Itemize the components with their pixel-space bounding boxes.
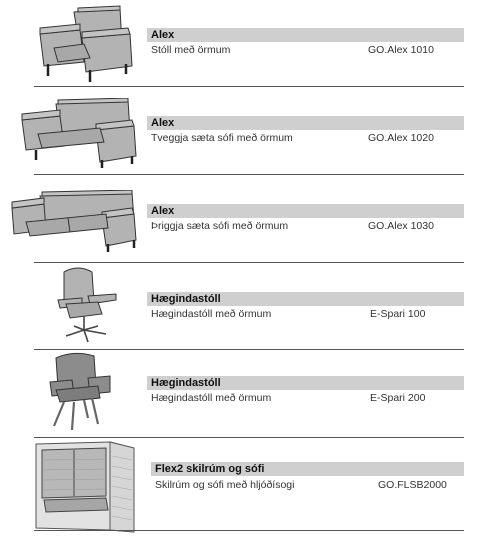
product-row <box>0 176 499 264</box>
divider <box>34 174 464 175</box>
product-row <box>0 350 499 438</box>
product-title: Flex2 skilrúm og sófi <box>151 462 464 476</box>
product-row <box>0 438 499 538</box>
product-row <box>0 88 499 176</box>
armchair-illustration <box>34 4 134 82</box>
product-description: Þriggja sæta sófi með örmum <box>151 220 289 232</box>
three-seat-sofa-illustration <box>10 190 140 252</box>
product-description: Hægindastóll með örmum <box>151 392 272 404</box>
product-title: Alex <box>147 28 464 42</box>
product-code: GO.Alex 1030 <box>368 220 434 232</box>
swivel-lounge-chair-illustration <box>54 266 120 346</box>
product-title: Hægindastóll <box>147 292 464 306</box>
wooden-leg-lounge-chair-illustration <box>48 352 114 430</box>
product-title: Alex <box>147 204 464 218</box>
product-title: Alex <box>147 116 464 130</box>
product-description: Hægindastóll með örmum <box>151 308 272 320</box>
product-code: E-Spari 100 <box>370 308 426 320</box>
product-description: Tveggja sæta sófi með örmum <box>151 132 293 144</box>
two-seat-sofa-illustration <box>20 98 140 168</box>
product-code: GO.Alex 1020 <box>368 132 434 144</box>
product-code: GO.Alex 1010 <box>368 44 434 56</box>
product-description: Skilrúm og sófi með hljóðísogi <box>155 479 295 491</box>
partition-sofa-booth-illustration <box>34 440 138 534</box>
product-row <box>0 264 499 350</box>
product-code: E-Spari 200 <box>370 392 426 404</box>
product-row <box>0 0 499 88</box>
product-description: Stóll með örmum <box>151 44 231 56</box>
product-code: GO.FLSB2000 <box>378 479 447 491</box>
divider <box>34 86 464 87</box>
product-title: Hægindastóll <box>147 376 464 390</box>
divider <box>34 262 464 263</box>
divider <box>34 530 464 531</box>
